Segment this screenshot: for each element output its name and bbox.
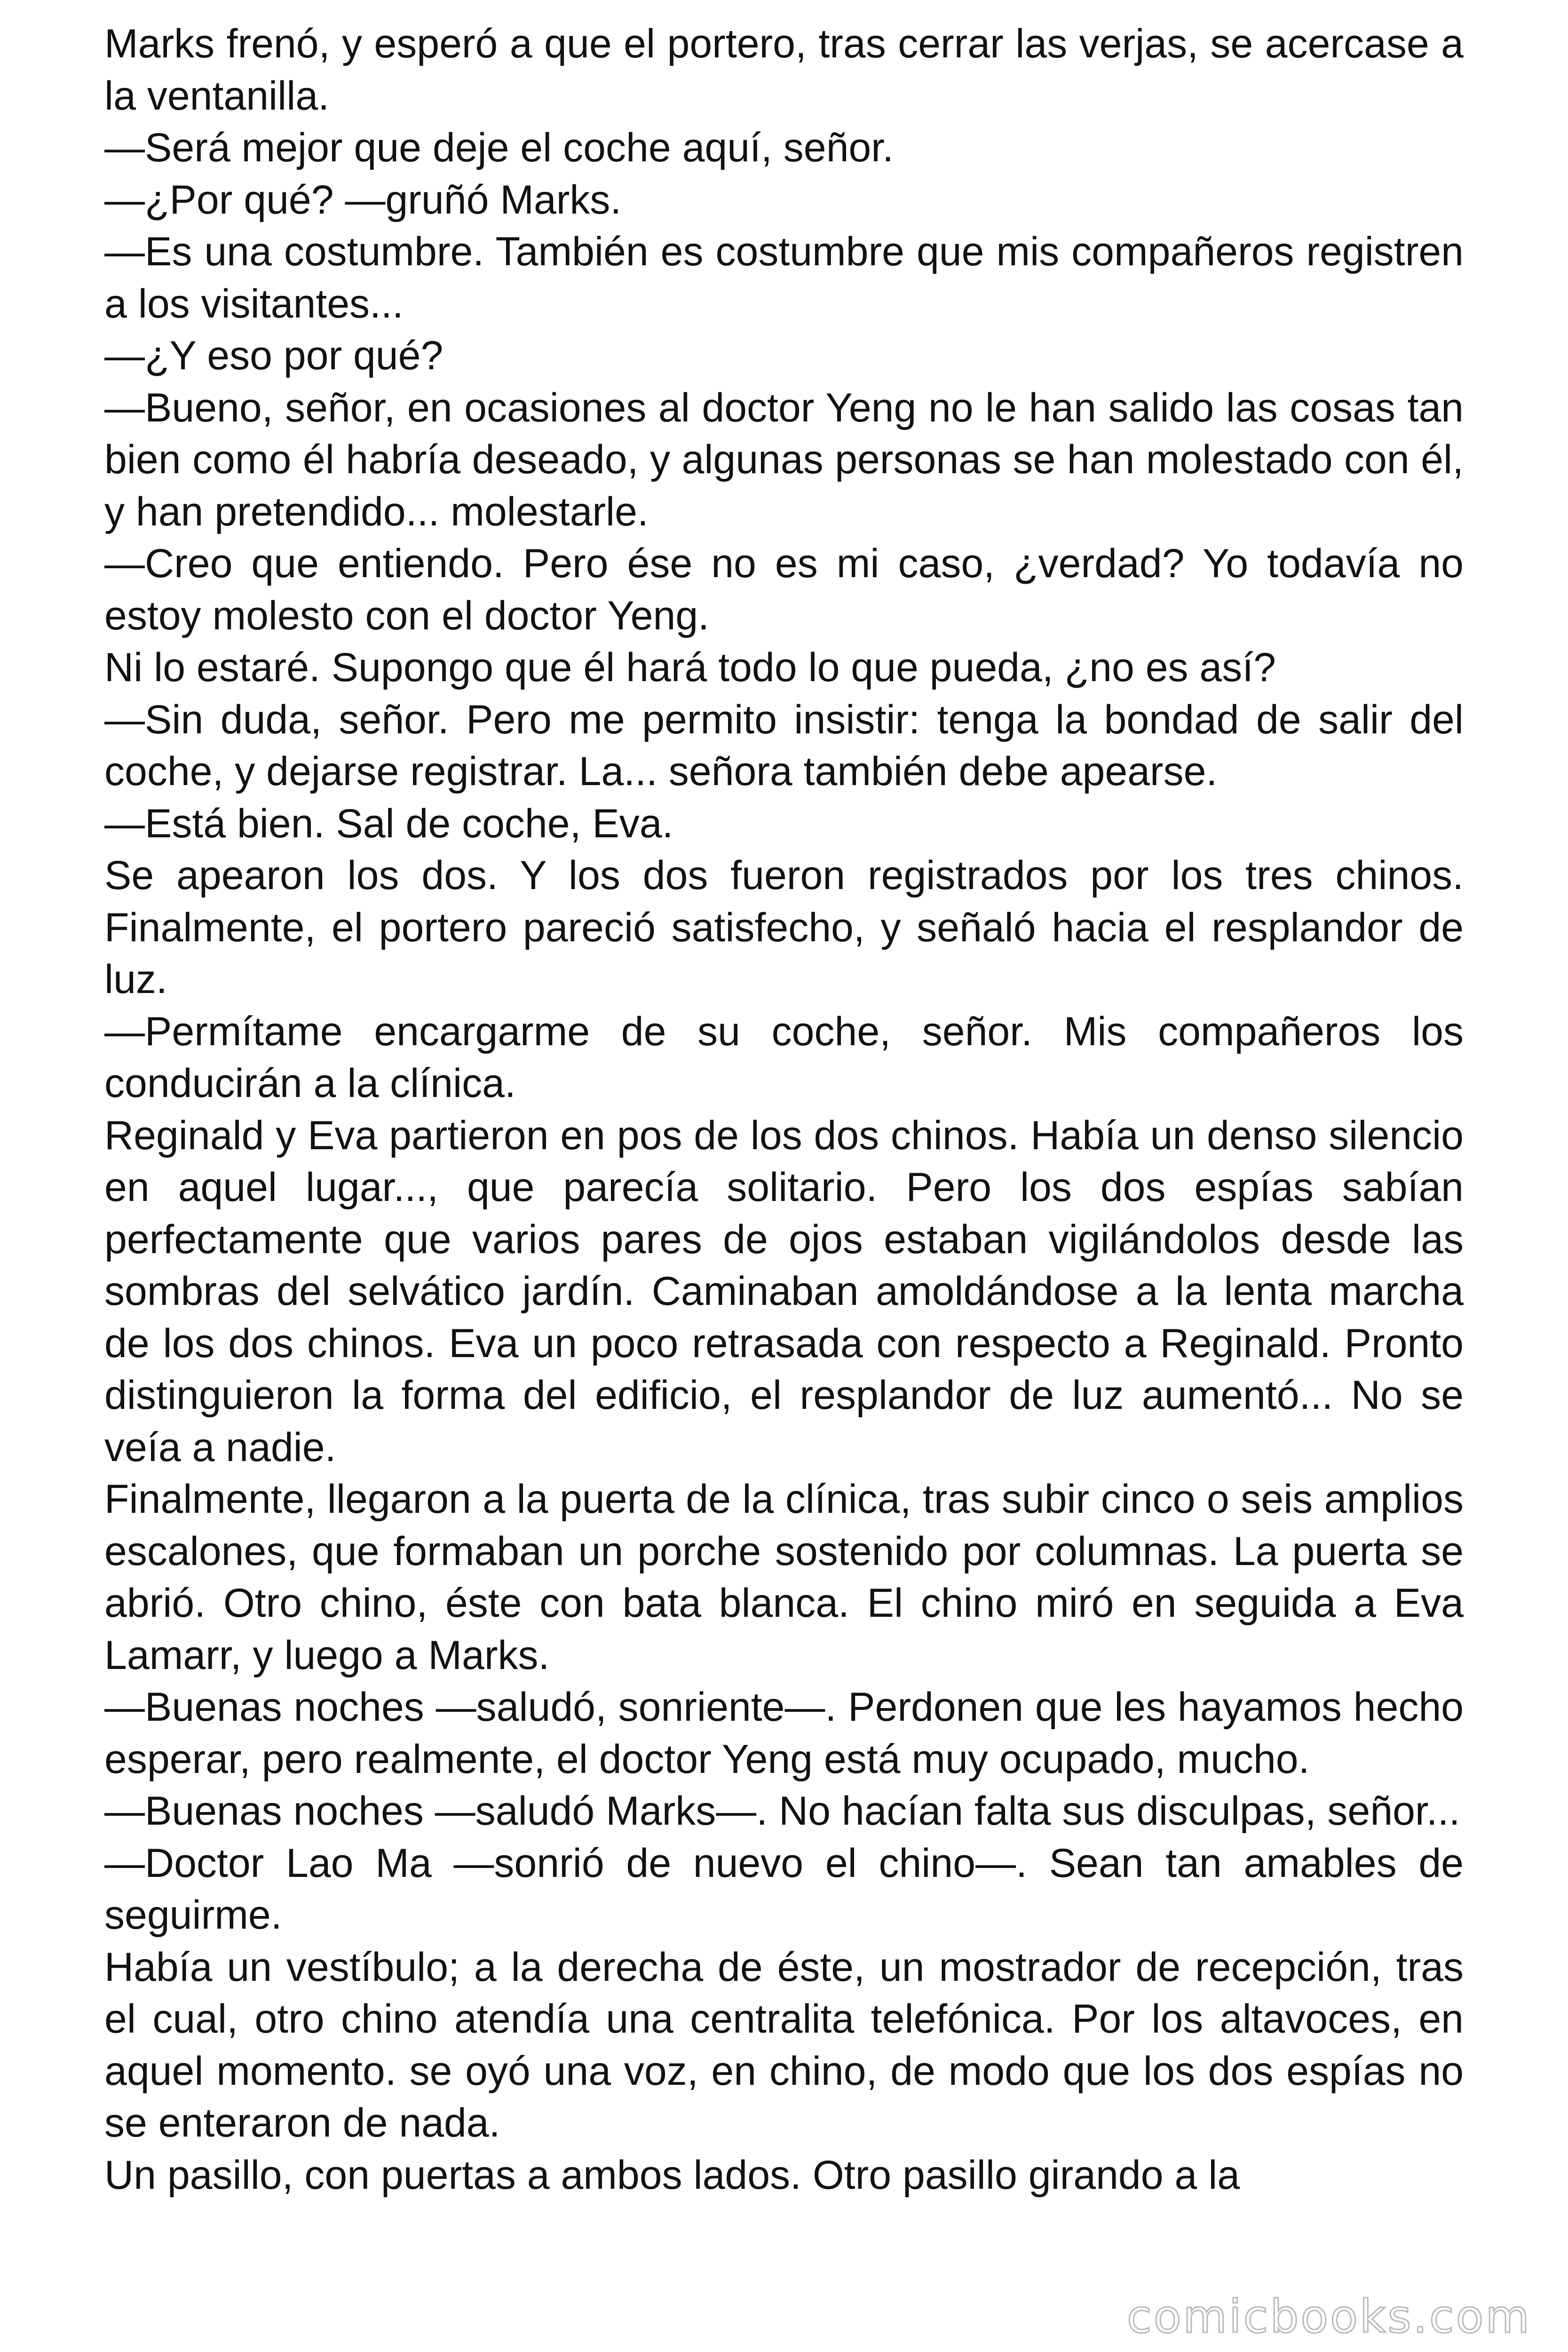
watermark-logo: comicbooks.com — [1121, 2291, 1537, 2343]
paragraph: —Bueno, señor, en ocasiones al doctor Yeng no le han salido las cosas tan bien como él habría deseado, y algunas personas se han molestado con él, y han pretendido... molestarle. — [104, 385, 1464, 534]
paragraph: Marks frenó, y esperó a que el portero, tras cerrar las verjas, se acercase a la ventanilla. — [104, 21, 1464, 119]
page-text — [104, 18, 1464, 2201]
paragraph: —¿Y eso por qué? — [104, 333, 443, 378]
paragraph: —Está bien. Sal de coche, Eva. — [104, 801, 673, 846]
paragraph: Finalmente, llegaron a la puerta de la clínica, tras subir cinco o seis amplios escalones, que formaban un porche sostenido por columnas. La puerta se abrió. Otro chino, éste con bata blanca. El chino miró en seguida a Eva Lamarr, y luego a Marks. — [104, 1477, 1464, 1678]
paragraph: Se apearon los dos. Y los dos fueron registrados por los tres chinos. Finalmente, el portero pareció satisfecho, y señaló hacia el resplandor de luz. — [104, 853, 1464, 1002]
paragraph: —Doctor Lao Ma —sonrió de nuevo el chino—. Sean tan amables de seguirme. — [104, 1840, 1464, 1938]
paragraph: Había un vestíbulo; a la derecha de éste, un mostrador de recepción, tras el cual, otro chino atendía una centralita telefónica. Por los altavoces, en aquel momento. se oyó una voz, en chino, de modo que los dos espías no se enteraron de nada. — [104, 1944, 1464, 2145]
paragraph: —Es una costumbre. También es costumbre que mis compañeros registren a los visitantes... — [104, 229, 1464, 326]
paragraph: —Sin duda, señor. Pero me permito insistir: tenga la bondad de salir del coche, y dejarse registrar. La... señora también debe apearse. — [104, 697, 1464, 794]
paragraph: —Buenas noches —saludó Marks—. No hacían falta sus disculpas, señor... — [104, 1788, 1460, 1834]
paragraph: Ni lo estaré. Supongo que él hará todo lo que pueda, ¿no es así? — [104, 645, 1276, 690]
paragraph: —Será mejor que deje el coche aquí, señor. — [104, 125, 894, 170]
paragraph: —Buenas noches —saludó, sonriente—. Perdonen que les hayamos hecho esperar, pero realmente, el doctor Yeng está muy ocupado, mucho. — [104, 1685, 1464, 1782]
paragraph: —Creo que entiendo. Pero ése no es mi caso, ¿verdad? Yo todavía no estoy molesto con el doctor Yeng. — [104, 541, 1464, 638]
paragraph: Reginald y Eva partieron en pos de los dos chinos. Había un denso silencio en aquel lugar..., que parecía solitario. Pero los dos espías sabían perfectamente que varios pares de ojos estaban vigilándolos desde las sombras del selvático jardín. Caminaban amoldándose a la lenta marcha de los dos chinos. Eva un poco retrasada con respecto a Reginald. Pronto distinguieron la forma del edificio, el resplandor de luz aumentó... No se veía a nadie. — [104, 1112, 1464, 1470]
paragraph: —¿Por qué? —gruñó Marks. — [104, 177, 622, 222]
paragraph: —Permítame encargarme de su coche, señor. Mis compañeros los conducirán a la clínica. — [104, 1009, 1464, 1106]
paragraph: Un pasillo, con puertas a ambos lados. Otro pasillo girando a la — [104, 2152, 1240, 2198]
